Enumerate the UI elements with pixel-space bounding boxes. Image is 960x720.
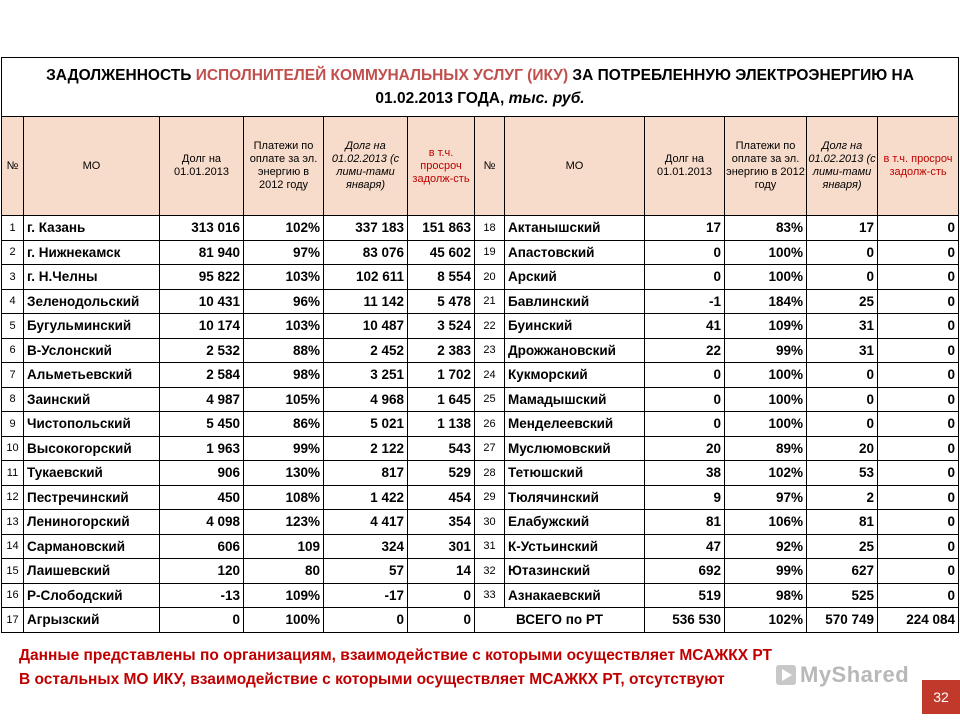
mo-name-cell: г. Нижнекамск [24, 240, 160, 265]
overdue-cell: 0 [878, 240, 959, 265]
payments-cell: 100% [725, 240, 807, 265]
payments-cell: 98% [244, 363, 324, 388]
debt-jan-cell: 692 [645, 559, 725, 584]
mo-name-cell: Пестречинский [24, 485, 160, 510]
debt-feb-cell: 57 [324, 559, 408, 584]
debt-jan-cell: 81 [645, 510, 725, 535]
debt-feb-cell: 2 [807, 485, 878, 510]
row-number-cell: 5 [2, 314, 24, 339]
payments-cell: 80 [244, 559, 324, 584]
debt-jan-cell: 10 174 [160, 314, 244, 339]
payments-cell: 99% [244, 436, 324, 461]
mo-name-cell: Актанышский [505, 216, 645, 241]
debt-jan-cell: 1 963 [160, 436, 244, 461]
row-number-cell: 9 [2, 412, 24, 437]
debt-feb-cell: 102 611 [324, 265, 408, 290]
title-part1: ЗАДОЛЖЕННОСТЬ [46, 67, 196, 84]
table-row [2, 534, 959, 559]
mo-name-cell: Зеленодольский [24, 289, 160, 314]
debt-jan-cell: 47 [645, 534, 725, 559]
row-number-cell: 15 [2, 559, 24, 584]
payments-cell: 100% [244, 608, 324, 633]
payments-cell: 184% [725, 289, 807, 314]
table-row [2, 510, 959, 535]
overdue-cell: 3 524 [408, 314, 475, 339]
payments-cell: 97% [725, 485, 807, 510]
mo-name-cell: Буинский [505, 314, 645, 339]
row-number-cell: 4 [2, 289, 24, 314]
row-number-cell: 30 [475, 510, 505, 535]
total-debt-jan-cell: 536 530 [645, 608, 725, 633]
payments-cell: 89% [725, 436, 807, 461]
title-unit: тыс. руб. [508, 90, 585, 107]
debt-jan-cell: 0 [645, 265, 725, 290]
overdue-cell: 0 [878, 387, 959, 412]
row-number-cell: 23 [475, 338, 505, 363]
mo-name-cell: Арский [505, 265, 645, 290]
mo-name-cell: Тукаевский [24, 461, 160, 486]
row-number-cell: 11 [2, 461, 24, 486]
debt-jan-cell: 38 [645, 461, 725, 486]
overdue-cell: 301 [408, 534, 475, 559]
header-row [2, 117, 959, 216]
table-title [2, 58, 959, 117]
overdue-cell: 0 [878, 216, 959, 241]
payments-cell: 100% [725, 265, 807, 290]
row-number-cell: 12 [2, 485, 24, 510]
mo-name-cell: Агрызский [24, 608, 160, 633]
debt-jan-cell: 0 [645, 363, 725, 388]
row-number-cell: 20 [475, 265, 505, 290]
header-debt-jan-right: Долг на 01.01.2013 [645, 117, 725, 216]
debt-feb-cell: 53 [807, 461, 878, 486]
mo-name-cell: К-Устьинский [505, 534, 645, 559]
mo-name-cell: Муслюмовский [505, 436, 645, 461]
debt-jan-cell: 0 [645, 387, 725, 412]
footnote-2: В остальных МО ИКУ, взаимодействие с которыми осуществляет МСАЖКХ РТ, отсутствуют [19, 671, 725, 688]
payments-cell: 97% [244, 240, 324, 265]
header-num: № [2, 117, 24, 216]
page-number-badge: 32 [922, 680, 960, 714]
payments-cell: 86% [244, 412, 324, 437]
payments-cell: 106% [725, 510, 807, 535]
debt-jan-cell: 450 [160, 485, 244, 510]
row-number-cell: 14 [2, 534, 24, 559]
row-number-cell: 7 [2, 363, 24, 388]
mo-name-cell: г. Н.Челны [24, 265, 160, 290]
payments-cell: 102% [725, 461, 807, 486]
mo-name-cell: Елабужский [505, 510, 645, 535]
header-overdue-right: в т.ч. просроч задолж-сть [878, 117, 959, 216]
row-number-cell: 3 [2, 265, 24, 290]
header-payments-right: Платежи по оплате за эл. энергию в 2012 году [725, 117, 807, 216]
overdue-cell: 0 [408, 608, 475, 633]
row-number-cell: 13 [2, 510, 24, 535]
debt-jan-cell: 606 [160, 534, 244, 559]
total-label-cell: ВСЕГО по РТ [475, 608, 645, 633]
mo-name-cell: Бугульминский [24, 314, 160, 339]
payments-cell: 109 [244, 534, 324, 559]
debt-feb-cell: 1 422 [324, 485, 408, 510]
payments-cell: 109% [244, 583, 324, 608]
total-debt-feb-cell: 570 749 [807, 608, 878, 633]
payments-cell: 103% [244, 314, 324, 339]
row-number-cell: 28 [475, 461, 505, 486]
row-number-cell: 19 [475, 240, 505, 265]
debt-feb-cell: 2 452 [324, 338, 408, 363]
header-mo: МО [24, 117, 160, 216]
row-number-cell: 29 [475, 485, 505, 510]
debt-jan-cell: 4 098 [160, 510, 244, 535]
row-number-cell: 10 [2, 436, 24, 461]
row-number-cell: 24 [475, 363, 505, 388]
header-debt-jan: Долг на 01.01.2013 [160, 117, 244, 216]
mo-name-cell: Кукморский [505, 363, 645, 388]
mo-name-cell: В-Услонский [24, 338, 160, 363]
total-payments-cell: 102% [725, 608, 807, 633]
debt-feb-cell: -17 [324, 583, 408, 608]
mo-name-cell: Ютазинский [505, 559, 645, 584]
watermark-text: MyShared [800, 662, 910, 687]
debt-feb-cell: 17 [807, 216, 878, 241]
overdue-cell: 2 383 [408, 338, 475, 363]
mo-name-cell: Мамадышский [505, 387, 645, 412]
table-row [2, 265, 959, 290]
row-number-cell: 8 [2, 387, 24, 412]
overdue-cell: 1 702 [408, 363, 475, 388]
mo-name-cell: Тетюшский [505, 461, 645, 486]
table-row [2, 289, 959, 314]
overdue-cell: 45 602 [408, 240, 475, 265]
debt-table-container [1, 57, 958, 633]
payments-cell: 99% [725, 338, 807, 363]
mo-name-cell: г. Казань [24, 216, 160, 241]
debt-jan-cell: 4 987 [160, 387, 244, 412]
overdue-cell: 0 [878, 485, 959, 510]
mo-name-cell: Лениногорский [24, 510, 160, 535]
mo-name-cell: Азнакаевский [505, 583, 645, 608]
header-payments: Платежи по оплате за эл. энергию в 2012 году [244, 117, 324, 216]
payments-cell: 100% [725, 387, 807, 412]
row-number-cell: 27 [475, 436, 505, 461]
overdue-cell: 1 138 [408, 412, 475, 437]
row-number-cell: 26 [475, 412, 505, 437]
row-number-cell: 17 [2, 608, 24, 633]
table-row [2, 583, 959, 608]
title-part2: ИСПОЛНИТЕЛЕЙ КОММУНАЛЬНЫХ УСЛУГ (ИКУ) [195, 67, 569, 84]
overdue-cell: 529 [408, 461, 475, 486]
overdue-cell: 0 [878, 338, 959, 363]
payments-cell: 100% [725, 363, 807, 388]
mo-name-cell: Лаишевский [24, 559, 160, 584]
debt-feb-cell: 31 [807, 314, 878, 339]
overdue-cell: 0 [408, 583, 475, 608]
debt-feb-cell: 10 487 [324, 314, 408, 339]
payments-cell: 105% [244, 387, 324, 412]
debt-feb-cell: 11 142 [324, 289, 408, 314]
debt-jan-cell: 5 450 [160, 412, 244, 437]
debt-jan-cell: 120 [160, 559, 244, 584]
table-row [2, 608, 959, 633]
overdue-cell: 5 478 [408, 289, 475, 314]
debt-jan-cell: 0 [160, 608, 244, 633]
payments-cell: 92% [725, 534, 807, 559]
debt-feb-cell: 83 076 [324, 240, 408, 265]
mo-name-cell: Высокогорский [24, 436, 160, 461]
mo-name-cell: Апастовский [505, 240, 645, 265]
total-overdue-cell: 224 084 [878, 608, 959, 633]
table-row [2, 240, 959, 265]
row-number-cell: 18 [475, 216, 505, 241]
mo-name-cell: Дрожжановский [505, 338, 645, 363]
row-number-cell: 2 [2, 240, 24, 265]
table-row [2, 412, 959, 437]
mo-name-cell: Р-Слободский [24, 583, 160, 608]
mo-name-cell: Чистопольский [24, 412, 160, 437]
row-number-cell: 31 [475, 534, 505, 559]
overdue-cell: 0 [878, 363, 959, 388]
debt-jan-cell: 0 [645, 240, 725, 265]
payments-cell: 83% [725, 216, 807, 241]
debt-jan-cell: 81 940 [160, 240, 244, 265]
payments-cell: 88% [244, 338, 324, 363]
debt-jan-cell: 41 [645, 314, 725, 339]
debt-jan-cell: 10 431 [160, 289, 244, 314]
overdue-cell: 454 [408, 485, 475, 510]
overdue-cell: 0 [878, 289, 959, 314]
debt-feb-cell: 4 417 [324, 510, 408, 535]
table-row [2, 216, 959, 241]
debt-jan-cell: 95 822 [160, 265, 244, 290]
mo-name-cell: Сармановский [24, 534, 160, 559]
payments-cell: 130% [244, 461, 324, 486]
table-row [2, 363, 959, 388]
header-debt-feb-right: Долг на 01.02.2013 (с лими-тами января) [807, 117, 878, 216]
overdue-cell: 1 645 [408, 387, 475, 412]
row-number-cell: 32 [475, 559, 505, 584]
table-row [2, 314, 959, 339]
debt-jan-cell: 2 584 [160, 363, 244, 388]
debt-feb-cell: 31 [807, 338, 878, 363]
row-number-cell: 1 [2, 216, 24, 241]
debt-table [1, 57, 959, 633]
debt-feb-cell: 25 [807, 534, 878, 559]
debt-feb-cell: 81 [807, 510, 878, 535]
debt-feb-cell: 525 [807, 583, 878, 608]
debt-feb-cell: 0 [807, 265, 878, 290]
payments-cell: 108% [244, 485, 324, 510]
row-number-cell: 6 [2, 338, 24, 363]
debt-feb-cell: 337 183 [324, 216, 408, 241]
payments-cell: 100% [725, 412, 807, 437]
debt-jan-cell: 9 [645, 485, 725, 510]
debt-jan-cell: -13 [160, 583, 244, 608]
overdue-cell: 0 [878, 265, 959, 290]
debt-feb-cell: 0 [807, 412, 878, 437]
payments-cell: 96% [244, 289, 324, 314]
debt-feb-cell: 4 968 [324, 387, 408, 412]
row-number-cell: 25 [475, 387, 505, 412]
debt-feb-cell: 817 [324, 461, 408, 486]
payments-cell: 103% [244, 265, 324, 290]
debt-feb-cell: 627 [807, 559, 878, 584]
table-row [2, 559, 959, 584]
row-number-cell: 21 [475, 289, 505, 314]
mo-name-cell: Бавлинский [505, 289, 645, 314]
footnote-1: Данные представлены по организациям, взаимодействие с которыми осуществляет МСАЖКХ РТ [19, 647, 772, 664]
mo-name-cell: Менделеевский [505, 412, 645, 437]
mo-name-cell: Тюлячинский [505, 485, 645, 510]
mo-name-cell: Заинский [24, 387, 160, 412]
debt-jan-cell: 519 [645, 583, 725, 608]
debt-feb-cell: 0 [807, 387, 878, 412]
overdue-cell: 354 [408, 510, 475, 535]
overdue-cell: 151 863 [408, 216, 475, 241]
overdue-cell: 0 [878, 583, 959, 608]
debt-jan-cell: -1 [645, 289, 725, 314]
payments-cell: 98% [725, 583, 807, 608]
overdue-cell: 8 554 [408, 265, 475, 290]
debt-jan-cell: 20 [645, 436, 725, 461]
debt-feb-cell: 5 021 [324, 412, 408, 437]
debt-jan-cell: 22 [645, 338, 725, 363]
debt-feb-cell: 0 [807, 240, 878, 265]
debt-feb-cell: 3 251 [324, 363, 408, 388]
table-row [2, 387, 959, 412]
header-overdue: в т.ч. просроч задолж-сть [408, 117, 475, 216]
debt-feb-cell: 25 [807, 289, 878, 314]
overdue-cell: 0 [878, 436, 959, 461]
overdue-cell: 0 [878, 314, 959, 339]
row-number-cell: 33 [475, 583, 505, 608]
debt-jan-cell: 313 016 [160, 216, 244, 241]
debt-feb-cell: 324 [324, 534, 408, 559]
overdue-cell: 0 [878, 559, 959, 584]
table-row [2, 461, 959, 486]
header-num-right: № [475, 117, 505, 216]
overdue-cell: 0 [878, 510, 959, 535]
debt-feb-cell: 0 [807, 363, 878, 388]
payments-cell: 109% [725, 314, 807, 339]
row-number-cell: 16 [2, 583, 24, 608]
table-row [2, 436, 959, 461]
header-debt-feb: Долг на 01.02.2013 (с лими-тами января) [324, 117, 408, 216]
table-row [2, 338, 959, 363]
debt-jan-cell: 2 532 [160, 338, 244, 363]
debt-feb-cell: 2 122 [324, 436, 408, 461]
payments-cell: 99% [725, 559, 807, 584]
overdue-cell: 0 [878, 412, 959, 437]
debt-feb-cell: 0 [324, 608, 408, 633]
title-part3: ЗА ПОТРЕБЛЕННУЮ ЭЛЕКТРОЭНЕРГИЮ НА 01.02.2013 ГОДА, [375, 67, 914, 107]
payments-cell: 123% [244, 510, 324, 535]
overdue-cell: 0 [878, 534, 959, 559]
debt-jan-cell: 0 [645, 412, 725, 437]
header-mo-right: МО [505, 117, 645, 216]
debt-jan-cell: 17 [645, 216, 725, 241]
payments-cell: 102% [244, 216, 324, 241]
debt-jan-cell: 906 [160, 461, 244, 486]
myshared-logo-icon [775, 664, 797, 686]
overdue-cell: 543 [408, 436, 475, 461]
debt-feb-cell: 20 [807, 436, 878, 461]
row-number-cell: 22 [475, 314, 505, 339]
table-row [2, 485, 959, 510]
mo-name-cell: Альметьевский [24, 363, 160, 388]
overdue-cell: 0 [878, 461, 959, 486]
overdue-cell: 14 [408, 559, 475, 584]
